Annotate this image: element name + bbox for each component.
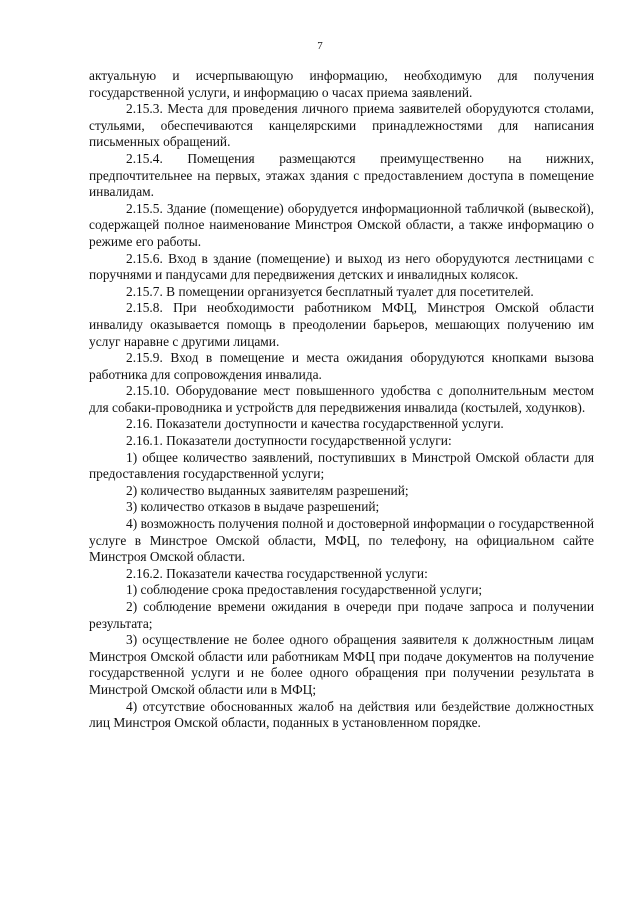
page-number: 7	[317, 40, 323, 52]
body-text	[89, 68, 594, 732]
paragraph: 4) отсутствие обоснованных жалоб на действия или бездействие должностных лиц Минстроя Омской области, поданных в установленном порядке.	[89, 698, 594, 731]
paragraph: 2.15.9. Вход в помещение и места ожидания оборудуются кнопками вызова работника для сопровождения инвалида.	[89, 350, 594, 382]
paragraph: 2.15.6. Вход в здание (помещение) и выход из него оборудуются лестницами с поручнями и пандусами для передвижения детских и инвалидных колясок.	[89, 250, 594, 283]
paragraph: 2.15.5. Здание (помещение) оборудуется информационной табличкой (вывеской), содержащей полное наименование Минстроя Омской области, а также информацию о режиме его работы.	[89, 200, 594, 249]
paragraph: 2.15.10. Оборудование мест повышенного удобства с дополнительным местом для собаки-проводника и устройств для передвижения инвалида (костылей, ходунков).	[89, 383, 594, 415]
paragraph: 2.15.7. В помещении организуется бесплатный туалет для посетителей.	[126, 283, 534, 299]
paragraph: 4) возможность получения полной и достоверной информации о государственной услуге в Минстрое Омской области, МФЦ, по телефону, на официальном сайте Минстроя Омской области.	[89, 516, 594, 565]
paragraph: актуальную и исчерпывающую информацию, необходимую для получения государственной услуги, и информацию о часах приема заявлений.	[89, 68, 594, 100]
paragraph: 2.16. Показатели доступности и качества государственной услуги.	[126, 416, 504, 432]
paragraph: 3) количество отказов в выдаче разрешений;	[126, 499, 380, 515]
paragraph: 2) соблюдение времени ожидания в очереди при подаче запроса и получении результата;	[89, 599, 594, 631]
paragraph: 2.15.8. При необходимости работником МФЦ, Минстроя Омской области инвалиду оказывается помощь в преодолении барьеров, мешающих получению им услуг наравне с другими лицами.	[89, 300, 594, 349]
paragraph: 2.15.4. Помещения размещаются преимущественно на нижних, предпочтительнее на первых, этажах здания с предоставлением доступа в помещение инвалидам.	[89, 150, 594, 200]
paragraph: 2) количество выданных заявителям разрешений;	[126, 482, 409, 498]
paragraph: 1) общее количество заявлений, поступивших в Минстрой Омской области для предоставления государственной услуги;	[89, 449, 594, 482]
paragraph: 2.16.2. Показатели качества государственной услуги:	[126, 565, 428, 581]
paragraph: 2.16.1. Показатели доступности государственной услуги:	[126, 433, 452, 449]
paragraph: 2.15.3. Места для проведения личного приема заявителей оборудуются столами, стульями, обеспечиваются канцелярскими принадлежностями для написания письменных обращений.	[89, 101, 594, 150]
paragraph: 3) осуществление не более одного обращения заявителя к должностным лицам Минстроя Омской области или работникам МФЦ при подаче документов на получение государственной услуги и не более одного обращения при получении результата в Минстрой Омской области или в МФЦ;	[89, 632, 594, 697]
paragraph: 1) соблюдение срока предоставления государственной услуги;	[126, 582, 483, 598]
